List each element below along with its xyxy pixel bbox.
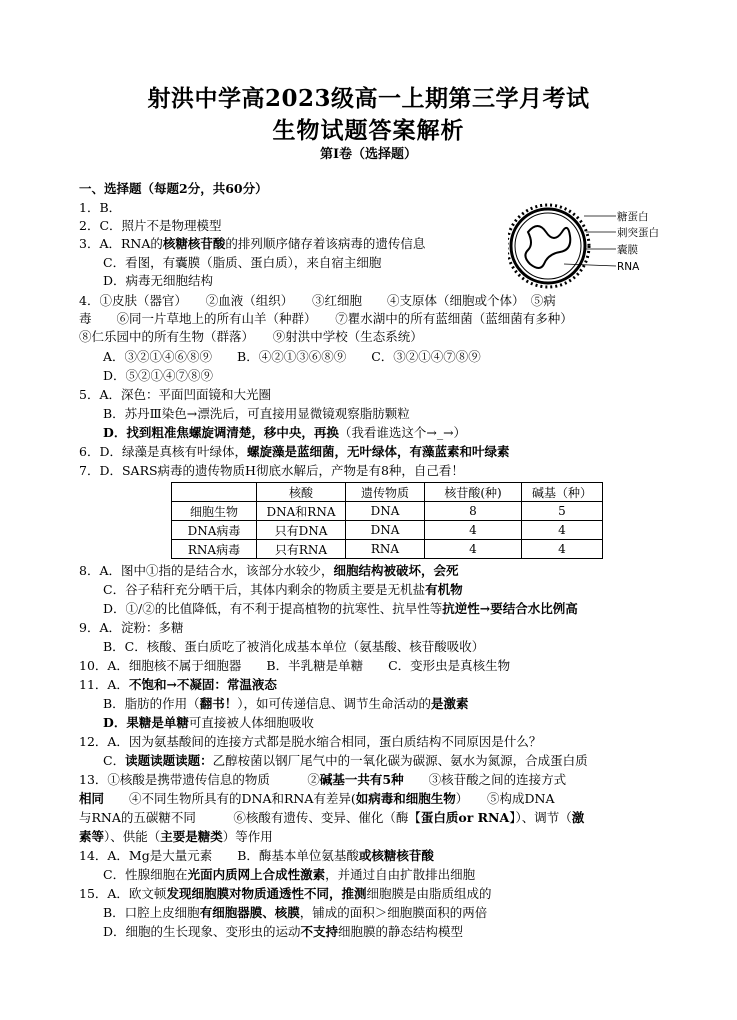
table-cell: 只有RNA xyxy=(257,540,346,559)
table-cell: DNA病毒 xyxy=(172,521,257,540)
answer-line: 14．A．Mg是大量元素 B．酶基本单位氨基酸或核糖核苷酸 xyxy=(79,848,434,863)
table-cell: DNA xyxy=(346,502,425,521)
table-cell: DNA xyxy=(346,521,425,540)
answer-line: D．⑤②①④⑦⑧⑨ xyxy=(103,368,214,383)
answer-line: C．谷子秸秆充分晒干后，其体内剩余的物质主要是无机盐有机物 xyxy=(103,582,463,597)
answer-line: B．脂肪的作用（翻书！），如可传递信息、调节生命活动的是激素 xyxy=(103,696,469,711)
table-cell: 细胞生物 xyxy=(172,502,257,521)
answer-line: 4．①皮肤（器官） ②血液（组织） ③红细胞 ④支原体（细胞或个体） ⑤病 xyxy=(79,293,556,308)
answer-line: B．口腔上皮细胞有细胞器膜、核膜，铺成的面积＞细胞膜面积的两倍 xyxy=(103,905,488,920)
table-header: 遗传物质 xyxy=(346,483,425,502)
answer-line: 10．A．细胞核不属于细胞器 B．半乳糖是单糖 C．变形虫是真核生物 xyxy=(79,658,511,673)
table-header: 核酸 xyxy=(257,483,346,502)
page-title: 射洪中学高2023级高一上期第三学月考试 xyxy=(147,85,590,112)
virus-label: 囊膜 xyxy=(617,244,638,256)
answer-line: C．读题读题读题：乙醇桉菌以钢厂尾气中的一氧化碳为碳源、氨水为氮源，合成蛋白质 xyxy=(103,753,588,768)
page-subtitle: 生物试题答案解析 xyxy=(272,117,465,144)
answer-line: 15．A．欧文顿发现细胞膜对物质通透性不同，推测细胞膜是由脂质组成的 xyxy=(79,886,492,901)
answer-line: 7．D．SARS病毒的遗传物质H彻底水解后，产物是有8种，自己看！ xyxy=(79,463,464,478)
answer-line: 毒 ⑥同一片草地上的所有山羊（种群） ⑦瞿水湖中的所有蓝细菌（蓝细菌有多种） xyxy=(79,311,573,326)
table-cell: RNA xyxy=(346,540,425,559)
answer-line: 3．A．RNA的核糖核苷酸的排列顺序储存着该病毒的遗传信息 xyxy=(79,236,426,251)
answer-line: C．性腺细胞在光面内质网上合成性激素，并通过自由扩散排出细胞 xyxy=(103,867,476,882)
answer-line: 9．A．淀粉：多糖 xyxy=(79,620,184,635)
answer-line: 相同 ④不同生物所具有的DNA和RNA有差异(如病毒和细胞生物） ⑤构成DNA xyxy=(79,791,555,806)
table-cell: RNA病毒 xyxy=(172,540,257,559)
nucleic-acid-table xyxy=(171,482,603,559)
volume-label: 第I卷（选择题） xyxy=(319,147,418,162)
answer-line: 1．B． xyxy=(79,200,122,215)
answer-line: 8．A．图中①指的是结合水，该部分水较少，细胞结构被破坏，会死 xyxy=(79,563,459,578)
answer-line: 2．C．照片不是物理模型 xyxy=(79,218,222,233)
answer-line: 6．D．绿藻是真核有叶绿体，螺旋藻是蓝细菌，无叶绿体，有藻蓝素和叶绿素 xyxy=(79,444,510,459)
answer-line: B．苏丹Ⅲ染色→漂洗后，可直接用显微镜观察脂肪颗粒 xyxy=(103,406,410,421)
table-cell: 8 xyxy=(425,502,522,521)
table-header-row xyxy=(172,483,603,502)
table-header: 碱基（种） xyxy=(522,483,603,502)
answer-line: B．C．核酸、蛋白质吃了被消化成基本单位（氨基酸、核苷酸吸收） xyxy=(103,639,485,654)
answer-line: A．③②①④⑥⑧⑨ B．④②①③⑥⑧⑨ C．③②①④⑦⑧⑨ xyxy=(103,349,481,364)
table-row xyxy=(172,540,603,559)
answer-line: D．病毒无细胞结构 xyxy=(103,273,214,288)
table-cell: 4 xyxy=(425,540,522,559)
table-cell: 5 xyxy=(522,502,603,521)
table-header xyxy=(172,483,257,502)
table-row xyxy=(172,521,603,540)
answer-line: 13．①核酸是携带遗传信息的物质 ②碱基一共有5种 ③核苷酸之间的连接方式 xyxy=(79,772,567,787)
table-cell: 4 xyxy=(522,521,603,540)
answer-line: D．找到粗准焦螺旋调清楚，移中央，再换（我看谁选这个→_→） xyxy=(103,425,467,440)
answer-line: D．①/②的比值降低，有不利于提高植物的抗寒性、抗旱性等抗逆性→要结合水比例高 xyxy=(103,601,578,616)
virus-label: 糖蛋白 xyxy=(617,211,649,223)
answer-line: 与RNA的五碳糖不同 ⑥核酸有遗传、变异、催化（酶【蛋白质or RNA】）、调节（激 xyxy=(79,810,585,825)
table-cell: DNA和RNA xyxy=(257,502,346,521)
table-cell: 4 xyxy=(425,521,522,540)
answer-line: 11．A．不饱和→不凝固：常温液态 xyxy=(79,677,277,692)
answer-line: D．果糖是单糖可直接被人体细胞吸收 xyxy=(103,715,314,730)
virus-label: RNA xyxy=(617,261,640,273)
section-heading: 一、选择题（每题2分，共60分） xyxy=(79,181,268,196)
answer-line: ⑧仁乐园中的所有生物（群落） ⑨射洪中学校（生态系统） xyxy=(79,329,423,344)
answer-line: 12．A．因为氨基酸间的连接方式都是脱水缩合相同，蛋白质结构不同原因是什么？ xyxy=(79,734,542,749)
answer-line: D．细胞的生长现象、变形虫的运动不支持细胞膜的静态结构模型 xyxy=(103,924,464,939)
virus-diagram xyxy=(508,202,673,290)
table-cell: 4 xyxy=(522,540,603,559)
virus-label: 刺突蛋白 xyxy=(617,227,659,239)
answer-line: C．看图，有囊膜（脂质、蛋白质），来自宿主细胞 xyxy=(103,255,382,270)
answer-line: 素等）、供能（主要是糖类）等作用 xyxy=(79,829,273,844)
table-header: 核苷酸(种) xyxy=(425,483,522,502)
table-row xyxy=(172,502,603,521)
table-cell: 只有DNA xyxy=(257,521,346,540)
answer-line: 5．A．深色：平面凹面镜和大光圈 xyxy=(79,387,271,402)
